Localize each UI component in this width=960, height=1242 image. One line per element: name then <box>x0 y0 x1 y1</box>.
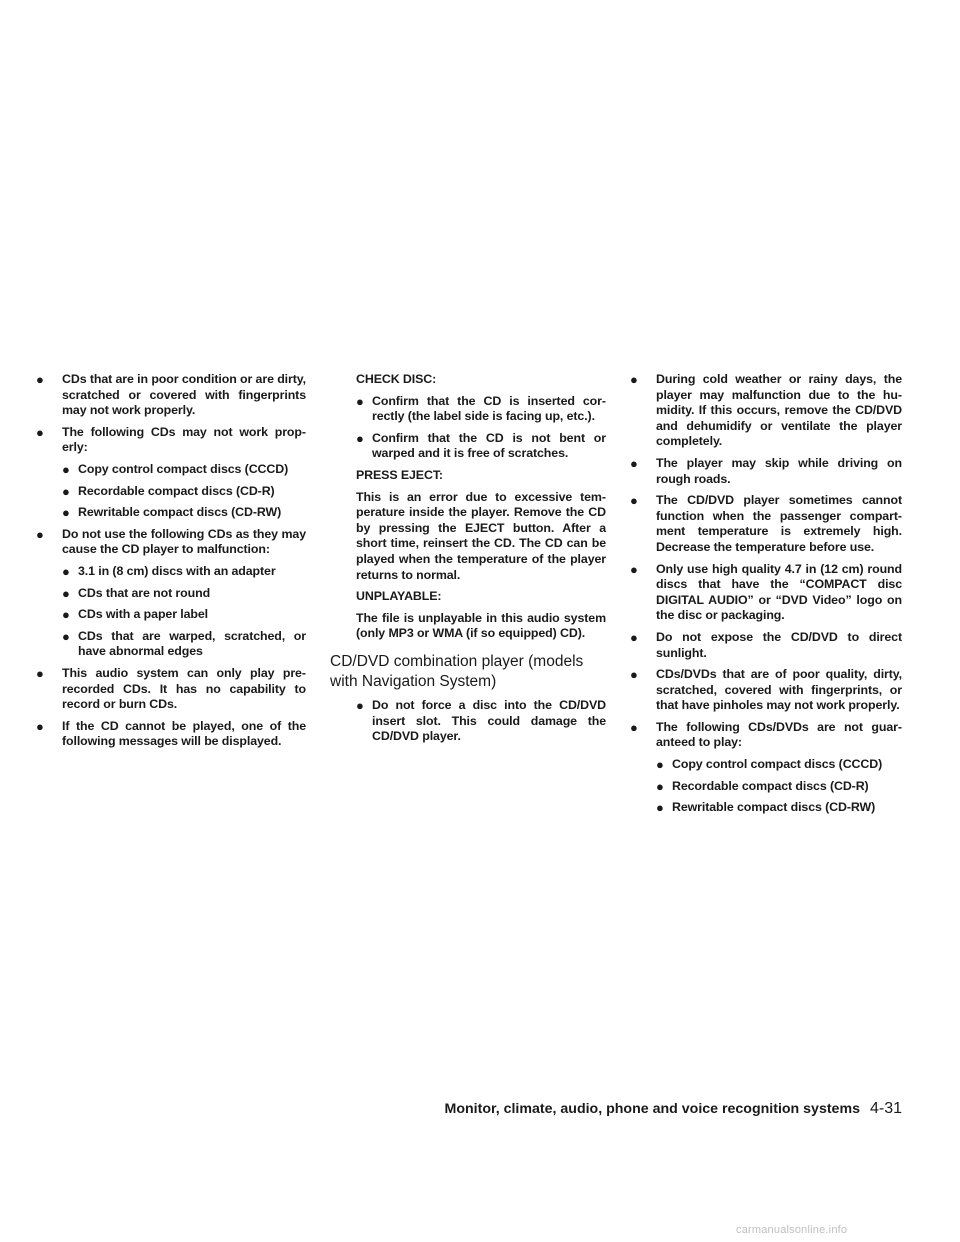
unplayable-label: UNPLAYABLE: <box>356 589 442 604</box>
sub-list-item: ● Recordable compact discs (CD-R) <box>656 778 869 794</box>
bullet-icon: ● <box>62 483 70 499</box>
bullet-icon: ● <box>62 607 70 623</box>
sub-list-item: ● CDs with a paper label <box>62 607 209 623</box>
column-3 <box>630 372 902 822</box>
bullet-icon: ● <box>62 628 70 644</box>
sub-list-item: ● 3.1 in (8 cm) discs with an adapter <box>62 563 276 579</box>
page-footer <box>445 1100 903 1118</box>
bullet-icon: ● <box>36 718 44 734</box>
bullet-icon: ● <box>630 629 638 645</box>
unplayable-text: The file is unplayable in this audio system (only MP3 or WMA (if so equipped) CD). <box>356 610 606 641</box>
bullet-icon: ● <box>62 563 70 579</box>
section-heading: CD/DVD combination player (models with Navigation System) <box>330 652 584 690</box>
column-2 <box>330 372 606 751</box>
bullet-icon: ● <box>630 667 638 683</box>
list-item: ● Do not expose the CD/DVD to direct sunlight. <box>630 629 902 660</box>
watermark: carmanualsonline.info <box>736 1224 848 1236</box>
sub-list-item: ● CDs that are warped, scratched, or have abnormal edges <box>62 628 306 659</box>
press-eject-text: This is an error due to excessive temperature inside the player. Remove the CD by pressing the EJECT button. After a short time, reinsert the CD. The CD can be played when the temperature of the player returns to normal. <box>356 489 606 582</box>
list-item: ● The following CDs may not work properly: <box>36 424 306 455</box>
bullet-icon: ● <box>656 778 664 794</box>
bullet-icon: ● <box>36 372 44 387</box>
sub-list-item: ● Recordable compact discs (CD-R) <box>62 483 275 499</box>
page-number: 4-31 <box>869 1100 902 1117</box>
list-item: ● This audio system can only play prerecorded CDs. It has no capability to record or burn CDs. <box>36 665 306 712</box>
list-item: ● Confirm that the CD is not bent or warped and it is free of scratches. <box>356 430 606 461</box>
bullet-icon: ● <box>656 800 664 816</box>
bullet-icon: ● <box>630 493 638 509</box>
list-item: ● CDs that are in poor condition or are dirty, scratched or covered with fingerprints may not work properly. <box>36 372 306 418</box>
sub-list-item: ● Copy control compact discs (CCCD) <box>656 757 883 773</box>
list-item: ● The CD/DVD player sometimes cannot function when the passenger compartment temperature is extremely high. Decrease the temperature before use. <box>630 493 902 554</box>
bullet-icon: ● <box>36 424 44 440</box>
list-item: ● CDs/DVDs that are of poor quality, dirty, scratched, covered with fingerprints, or that have pinholes may not work properly. <box>630 667 902 713</box>
list-item: ● Confirm that the CD is inserted correctly (the label side is facing up, etc.). <box>356 393 606 424</box>
list-item: ● If the CD cannot be played, one of the following messages will be displayed. <box>36 718 306 749</box>
list-item: ● The following CDs/DVDs are not guaranteed to play: <box>630 719 902 750</box>
bullet-icon: ● <box>62 505 70 521</box>
bullet-icon: ● <box>36 526 44 542</box>
column-1 <box>36 372 306 756</box>
bullet-icon: ● <box>356 393 364 409</box>
bullet-icon: ● <box>356 430 364 446</box>
list-item: ● During cold weather or rainy days, the player may malfunction due to the humidity. If this occurs, remove the CD/DVD and dehumidify or ventilate the player completely. <box>630 372 902 449</box>
sub-list-item: ● CDs that are not round <box>62 585 211 601</box>
sub-list-item: ● Rewritable compact discs (CD-RW) <box>62 505 282 521</box>
chapter-title: Monitor, climate, audio, phone and voice recognition systems <box>444 1101 860 1117</box>
press-eject-label: PRESS EJECT: <box>356 467 443 482</box>
list-item: ● Do not use the following CDs as they may cause the CD player to malfunction: <box>36 526 306 557</box>
bullet-icon: ● <box>656 757 664 773</box>
check-disc-label: CHECK DISC: <box>356 372 437 386</box>
sub-list-item: ● Copy control compact discs (CCCD) <box>62 461 289 477</box>
list-item: ● Only use high quality 4.7 in (12 cm) round discs that have the “COMPACT disc DIGITAL AUDIO” or “DVD Video” logo on the disc or packaging. <box>630 561 902 623</box>
bullet-icon: ● <box>36 665 44 681</box>
list-item: ● Do not force a disc into the CD/DVD insert slot. This could damage the CD/DVD player. <box>356 697 606 744</box>
list-item: ● The player may skip while driving on rough roads. <box>630 455 902 486</box>
bullet-icon: ● <box>630 455 638 471</box>
bullet-icon: ● <box>630 561 638 577</box>
bullet-icon: ● <box>62 461 70 477</box>
bullet-icon: ● <box>630 719 638 735</box>
bullet-icon: ● <box>62 585 70 601</box>
bullet-icon: ● <box>356 697 364 713</box>
bullet-icon: ● <box>630 372 638 387</box>
sub-list-item: ● Rewritable compact discs (CD-RW) <box>656 800 876 816</box>
